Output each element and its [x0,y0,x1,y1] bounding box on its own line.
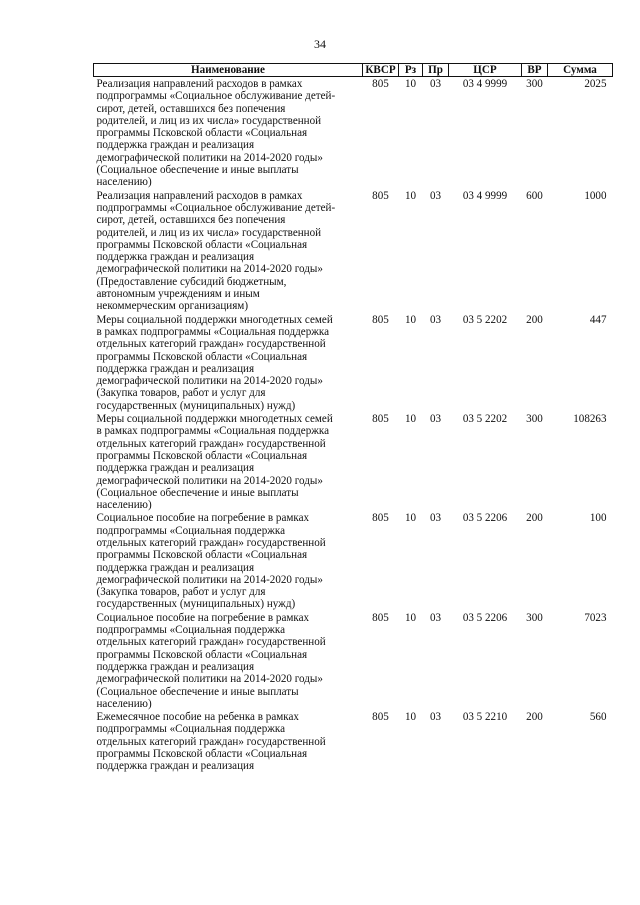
cell-name [94,412,363,511]
cell-kvsr: 805 [372,611,389,624]
cell-name-line: родителей, и лиц из их числа» государственной [96,226,322,239]
cell-pr: 03 [429,413,442,426]
cell-rz: 10 [404,413,417,426]
cell-name-line: (Закупка товаров, работ и услуг для [96,387,266,400]
cell-name-line: Меры социальной поддержки многодетных семей [96,413,333,426]
cell-name [94,77,363,189]
cell-sum: 447 [589,313,607,326]
cell-rz: 10 [404,512,417,525]
header-rz: Рз [399,64,423,77]
cell-name-line: поддержка граждан и реализация [96,139,255,152]
cell-name-line: демографической политики на 2014-2020 годы» [96,474,323,487]
table-row [94,611,613,710]
table-row [94,412,613,511]
cell-name-line: подпрограммы «Социальная поддержка [96,624,286,637]
cell-name-line: поддержка граждан и реализация [96,362,255,375]
cell-csr: 03 4 9999 [462,78,508,90]
cell-sum: 7023 [584,611,607,624]
cell-vr: 300 [526,413,543,426]
cell-pr: 03 [429,78,442,90]
table-row [94,710,613,772]
cell-name-line: Социальное пособие на погребение в рамках [96,611,310,624]
cell-name-line: (Социальное обеспечение и иные выплаты [96,486,299,499]
cell-name-line: населению) [96,499,152,512]
cell-rz: 10 [404,711,417,724]
cell-vr: 200 [526,711,543,724]
cell-name-line: автономным учреждениям и иным [96,288,260,301]
cell-sum: 108263 [573,413,607,426]
cell-name-line: программы Псковской области «Социальная [96,238,308,251]
cell-name-line: сирот, детей, оставшихся без попечения [96,214,286,227]
cell-pr: 03 [429,189,442,202]
cell-name-line: демографической политики на 2014-2020 годы» [96,673,323,686]
cell-name-line: демографической политики на 2014-2020 годы» [96,263,323,276]
cell-name-line: демографической политики на 2014-2020 годы» [96,151,323,164]
table-header-row [94,64,613,77]
cell-name-line: Реализация направлений расходов в рамках [96,78,303,90]
cell-sum: 100 [589,512,607,525]
cell-csr: 03 5 2206 [462,512,508,525]
header-vr: ВР [522,64,548,77]
header-csr: ЦСР [449,64,522,77]
table-row [94,77,613,189]
cell-kvsr: 805 [372,189,389,202]
cell-vr: 200 [526,512,543,525]
cell-name-line: демографической политики на 2014-2020 годы» [96,375,323,388]
cell-name-line: поддержка граждан и реализация [96,561,255,574]
cell-pr: 03 [429,611,442,624]
cell-name-line: государственных (муниципальных) нужд) [96,399,296,412]
cell-name-line: подпрограммы «Социальная поддержка [96,723,286,736]
cell-name-line: подпрограммы «Социальное обслуживание детей- [96,90,336,103]
cell-name-line: в рамках подпрограммы «Социальная поддержка [96,425,330,438]
cell-name-line: в рамках подпрограммы «Социальная поддержка [96,325,330,338]
cell-csr: 03 5 2202 [462,413,508,426]
cell-name-line: Меры социальной поддержки многодетных семей [96,313,333,326]
cell-name-line: поддержка граждан и реализация [96,660,255,673]
cell-name-line: Ежемесячное пособие на ребенка в рамках [96,711,299,724]
table-row [94,189,613,313]
cell-vr: 300 [526,78,543,90]
cell-sum: 1000 [584,189,607,202]
cell-name-line: программы Псковской области «Социальная [96,449,308,462]
cell-name-line: программы Псковской области «Социальная [96,127,308,140]
budget-table [93,63,613,773]
cell-rz: 10 [404,78,417,90]
cell-name-line: демографической политики на 2014-2020 годы» [96,573,323,586]
cell-csr: 03 4 9999 [462,189,508,202]
cell-name [94,189,363,313]
cell-name-line: программы Псковской области «Социальная [96,350,308,363]
page-number: 34 [314,37,326,51]
cell-name-line: подпрограммы «Социальное обслуживание детей- [96,201,336,214]
cell-kvsr: 805 [372,313,389,326]
cell-name-line: поддержка граждан и реализация [96,462,255,475]
cell-name-line: (Социальное обеспечение и иные выплаты [96,685,299,698]
cell-name-line: населению) [96,176,152,189]
cell-name-line: отдельных категорий граждан» государственной [96,536,326,549]
cell-name-line: родителей, и лиц из их числа» государственной [96,114,322,127]
cell-vr: 300 [526,611,543,624]
cell-name-line: населению) [96,697,152,710]
cell-name-line: отдельных категорий граждан» государственной [96,338,326,351]
cell-name [94,710,363,772]
header-kvsr: КВСР [363,64,399,77]
cell-name-line: государственных (муниципальных) нужд) [96,598,296,611]
cell-rz: 10 [404,313,417,326]
header-pr: Пр [423,64,449,77]
cell-sum: 2025 [584,78,607,90]
table-body [94,77,613,773]
cell-name-line: Реализация направлений расходов в рамках [96,189,303,202]
cell-kvsr: 805 [372,711,389,724]
cell-name [94,611,363,710]
cell-name-line: программы Псковской области «Социальная [96,549,308,562]
cell-name-line: сирот, детей, оставшихся без попечения [96,102,286,115]
cell-kvsr: 805 [372,78,389,90]
cell-vr: 200 [526,313,543,326]
cell-name-line: (Предоставление субсидий бюджетным, [96,275,287,288]
cell-kvsr: 805 [372,413,389,426]
table-row [94,511,613,610]
cell-name-line: отдельных категорий граждан» государственной [96,437,326,450]
header-sum: Сумма [548,64,613,77]
cell-rz: 10 [404,611,417,624]
cell-name-line: Социальное пособие на погребение в рамках [96,512,310,525]
cell-name-line: программы Псковской области «Социальная [96,648,308,661]
cell-pr: 03 [429,313,442,326]
cell-name [94,511,363,610]
cell-name-line: отдельных категорий граждан» государственной [96,735,326,748]
cell-pr: 03 [429,711,442,724]
cell-csr: 03 5 2202 [462,313,508,326]
cell-name-line: программы Псковской области «Социальная [96,748,308,761]
cell-csr: 03 5 2206 [462,611,508,624]
header-name: Наименование [94,64,363,77]
cell-sum: 560 [589,711,607,724]
cell-kvsr: 805 [372,512,389,525]
cell-name-line: некоммерческим организациям) [96,300,249,313]
cell-name-line: поддержка граждан и реализация [96,760,255,773]
cell-rz: 10 [404,189,417,202]
cell-name [94,313,363,412]
cell-vr: 600 [526,189,543,202]
table-row [94,313,613,412]
cell-pr: 03 [429,512,442,525]
cell-csr: 03 5 2210 [462,711,508,724]
cell-name-line: (Социальное обеспечение и иные выплаты [96,164,299,177]
cell-name-line: (Закупка товаров, работ и услуг для [96,586,266,599]
cell-name-line: отдельных категорий граждан» государственной [96,636,326,649]
cell-name-line: поддержка граждан и реализация [96,251,255,264]
cell-name-line: подпрограммы «Социальная поддержка [96,524,286,537]
